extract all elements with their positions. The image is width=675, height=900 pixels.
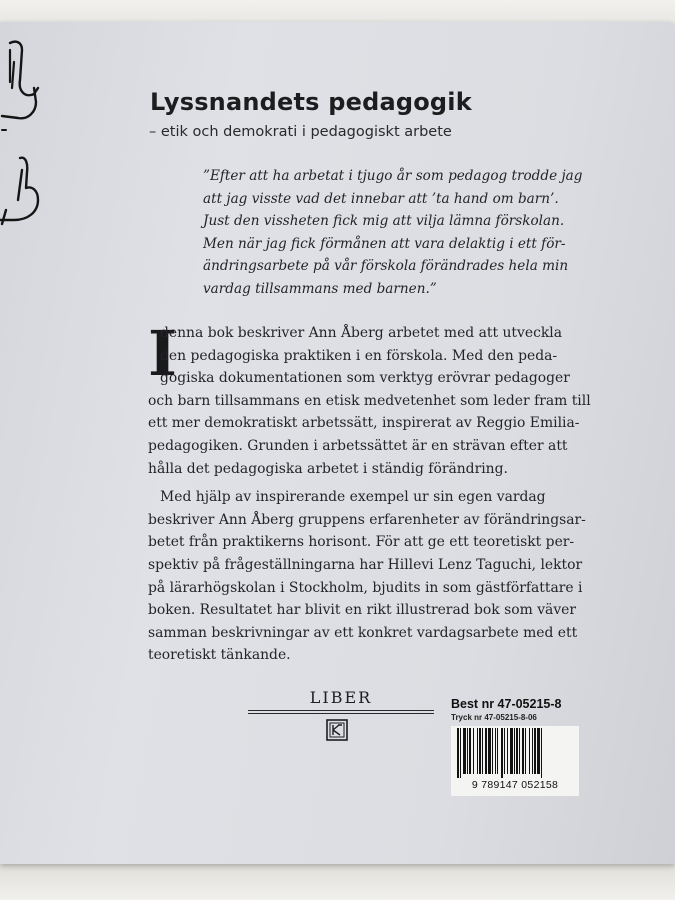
- quote-line: Men när jag fick förmånen att vara delaktig i ett för-: [203, 235, 566, 252]
- book-title: Lyssnandets pedagogik: [150, 88, 472, 116]
- barcode-bar: [507, 728, 508, 774]
- barcode-bar: [477, 728, 478, 774]
- publisher-rule: [248, 713, 434, 714]
- quote-line: vardag tillsammans med barnen.”: [203, 280, 437, 297]
- barcode: [451, 726, 579, 796]
- barcode-bar: [488, 728, 491, 774]
- barcode-bar: [467, 728, 468, 774]
- paragraph-line: spektiv på frågeställningarna har Hillevi Lenz Taguchi, lektor: [148, 556, 583, 573]
- barcode-bar: [460, 728, 461, 778]
- paragraph-line: boken. Resultatet har blivit en rikt illustrerad bok som väver: [148, 602, 577, 619]
- paragraph-line: gogiska dokumentationen som verktyg erövrar pedagoger: [160, 370, 570, 387]
- barcode-bar: [537, 728, 540, 774]
- barcode-bar: [473, 728, 474, 774]
- barcode-bar: [525, 728, 526, 774]
- description-paragraph-2: [148, 486, 588, 667]
- barcode-bar: [532, 728, 533, 774]
- barcode-bar: [492, 728, 493, 774]
- publisher-logo-icon: [326, 719, 348, 741]
- quote-line: att jag visste vad det innebar att ’ta hand om barn’.: [203, 190, 559, 207]
- barcode-bar: [501, 728, 503, 778]
- paragraph-line: Med hjälp av inspirerande exempel ur sin egen vardag: [160, 489, 546, 506]
- publisher-rule: [248, 710, 434, 711]
- paragraph-line: betet från praktikerns horisont. För att ge ett teoretiskt per-: [148, 534, 575, 551]
- barcode-bar: [469, 728, 471, 774]
- barcode-bar: [519, 728, 520, 774]
- barcode-bar: [485, 728, 487, 774]
- description-text: [148, 317, 591, 667]
- quote-line: ändringsarbete på vår förskola förändrades hela min: [203, 258, 569, 275]
- barcode-bar: [516, 728, 518, 774]
- paragraph-line: på lärarhögskolan i Stockholm, bjudits in som gästförfattare i: [148, 579, 583, 596]
- paragraph-line: och barn tillsammans en etisk medvetenhet som leder fram till: [148, 392, 591, 409]
- paragraph-line: teoretiskt tänkande.: [148, 647, 291, 664]
- paragraph-line: denna bok beskriver Ann Åberg arbetet med att utveckla: [160, 325, 562, 341]
- background-surface-bottom: [0, 858, 675, 900]
- barcode-bar: [529, 728, 530, 774]
- paragraph-line: hålla det pedagogiska arbetet i ständig förändring.: [148, 460, 508, 477]
- barcode-bar: [497, 728, 498, 774]
- barcode-bar: [534, 728, 536, 774]
- barcode-bar: [457, 728, 459, 778]
- paragraph-line: den pedagogiska praktiken i en förskola. Med den peda-: [160, 347, 558, 364]
- isbn-digits: 9 789147 052158: [471, 779, 559, 791]
- barcode-bars: [455, 728, 575, 778]
- publisher-name: LIBER: [309, 688, 373, 707]
- quote-line: Just den vissheten fick mig att vilja lämna förskolan.: [203, 213, 565, 230]
- barcode-bar: [514, 728, 515, 774]
- paragraph-line: ett mer demokratiskt arbetssätt, inspirerat av Reggio Emilia-: [148, 415, 580, 432]
- barcode-bar: [463, 728, 466, 774]
- barcode-bar: [504, 728, 505, 774]
- barcode-bar: [522, 728, 524, 774]
- quote-line: ”Efter att ha arbetat i tjugo år som pedagog trodde jag: [203, 168, 583, 184]
- paragraph-line: samman beskrivningar av ett konkret vardagsarbete med ett: [148, 624, 578, 641]
- paragraph-line: beskriver Ann Åberg gruppens erfarenheter av förändringsar-: [148, 511, 586, 528]
- print-number: Tryck nr 47-05215-8-06: [451, 713, 537, 722]
- barcode-bar: [541, 728, 542, 778]
- description-paragraph-1: [148, 317, 591, 480]
- barcode-bar: [510, 728, 513, 774]
- barcode-bar: [482, 728, 483, 774]
- book-subtitle: – etik och demokrati i pedagogiskt arbete: [149, 124, 452, 140]
- handwritten-doodle: [0, 40, 60, 240]
- order-number: Best nr 47-05215-8: [451, 697, 562, 711]
- barcode-bar: [479, 728, 481, 774]
- drop-cap-letter: I: [148, 317, 178, 390]
- quote-block: [203, 165, 603, 301]
- barcode-bar: [495, 728, 496, 774]
- paragraph-line: pedagogiken. Grunden i arbetssättet är en strävan efter att: [148, 437, 568, 454]
